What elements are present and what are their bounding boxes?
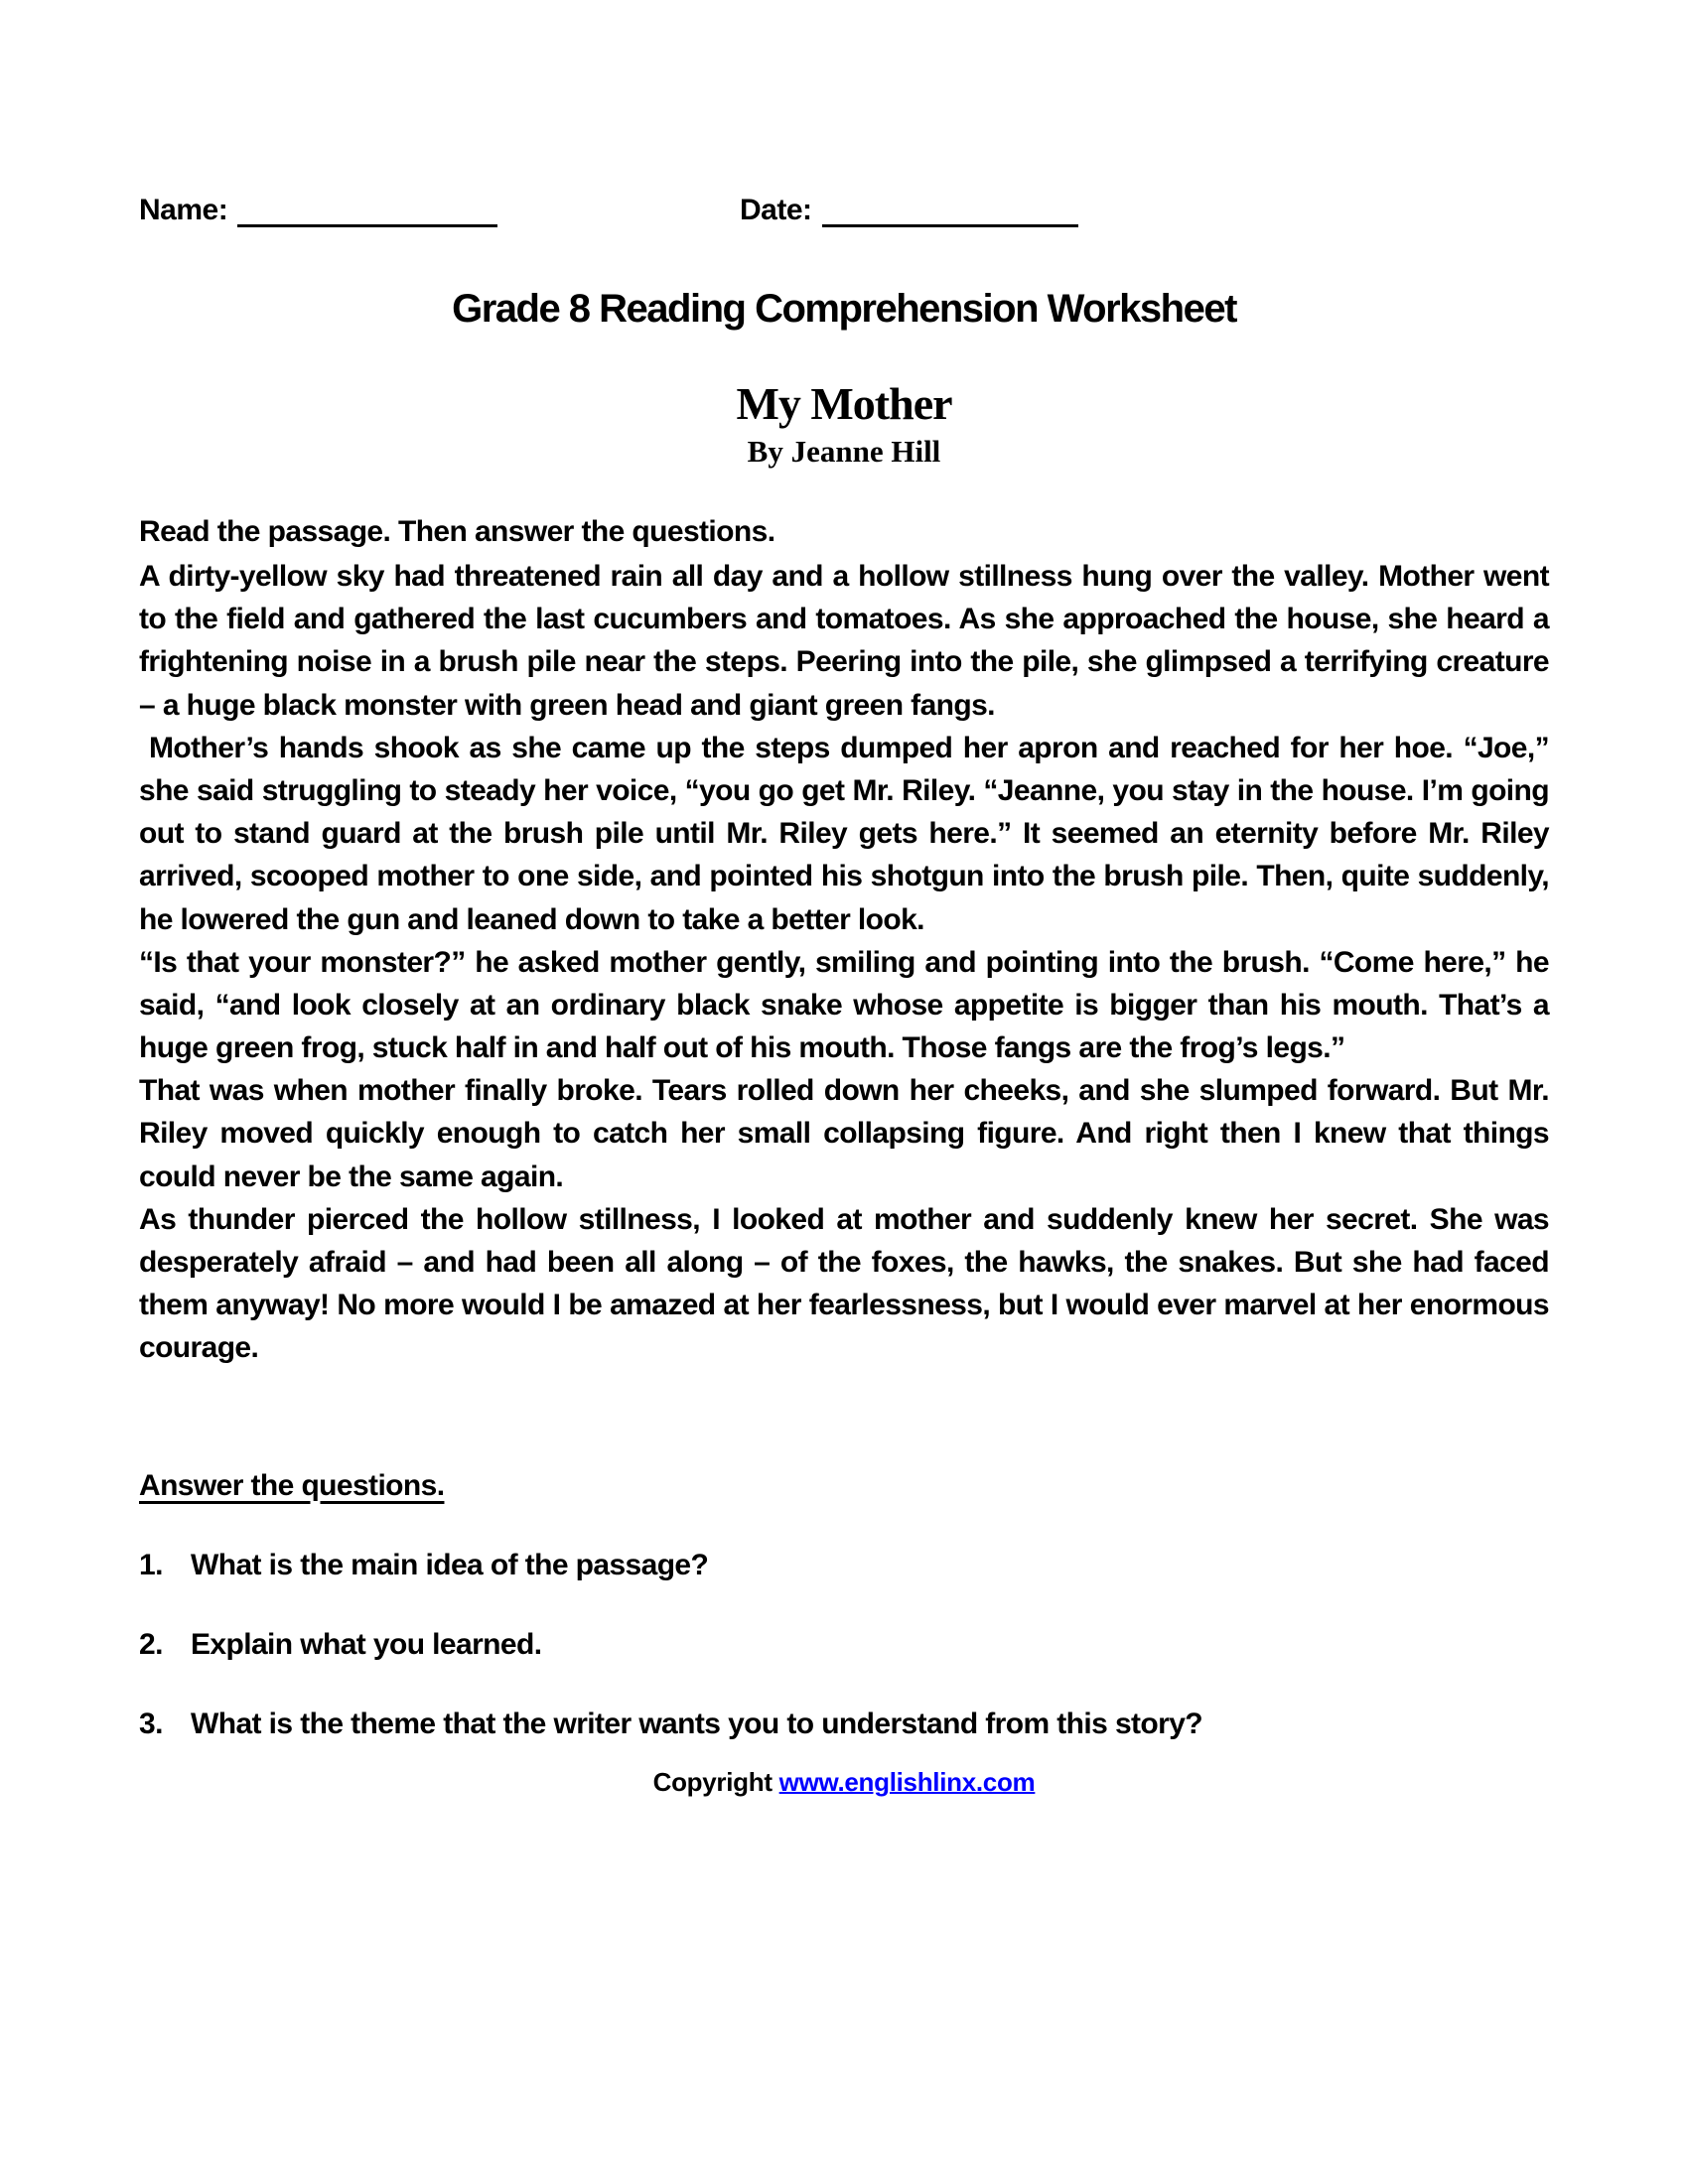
question-text: What is the main idea of the passage? <box>191 1548 709 1581</box>
passage-paragraph-1: A dirty-yellow sky had threatened rain all day and a hollow stillness hung over the valley. Mother went to the field and gathered the last cucumbers and tomatoes. As she approached the house, she heard a frightening noise in a brush pile near the steps. Peering into the pile, she glimpsed a terrifying creature – a huge black monster with green head and giant green fangs. <box>139 560 1549 722</box>
question-number: 1. <box>139 1548 163 1581</box>
question-number: 3. <box>139 1706 163 1740</box>
passage-instruction: Read the passage. Then answer the questions. <box>139 515 775 548</box>
story-title: My Mother <box>736 378 952 429</box>
passage <box>139 555 1549 1370</box>
name-label: Name: <box>139 194 228 226</box>
story-byline: By Jeanne Hill <box>747 434 941 469</box>
question-text: What is the theme that the writer wants you to understand from this story? <box>191 1706 1203 1740</box>
name-field-group <box>139 194 497 227</box>
copyright <box>139 1767 1549 1798</box>
page-title: Grade 8 Reading Comprehension Worksheet <box>452 287 1236 331</box>
copyright-label: Copyright <box>652 1766 773 1797</box>
date-field-group <box>740 194 1078 227</box>
passage-paragraph-3: “Is that your monster?” he asked mother gently, smiling and pointing into the brush. “Come here,” he said, “and look closely at an ordinary black snake whose appetite is bigger than his mouth. That’s a huge green frog, stuck half in and half out of his mouth. Those fangs are the frog’s legs.” <box>139 945 1549 1065</box>
date-blank-line <box>822 194 1078 227</box>
name-blank-line <box>237 194 497 227</box>
question-row-2 <box>139 1628 1549 1662</box>
passage-paragraph-5: As thunder pierced the hollow stillness, I looked at mother and suddenly knew her secret. She was desperately afraid – and had been all along – of the foxes, the hawks, the snakes. But she had faced them anyway! No more would I be amazed at her fearlessness, but I would ever marvel at her enormous courage. <box>139 1202 1549 1365</box>
date-label: Date: <box>740 194 812 226</box>
answer-questions-heading: Answer the questions. <box>139 1468 445 1502</box>
passage-paragraph-2: Mother’s hands shook as she came up the steps dumped her apron and reached for her hoe. “Joe,” she said struggling to steady her voice, “you go get Mr. Riley. “Jeanne, you stay in the house. I’m going out to stand guard at the brush pile until Mr. Riley gets here.” It seemed an eternity before Mr. Riley arrived, scooped mother to one side, and pointed his shotgun into the brush pile. Then, quite suddenly, he lowered the gun and leaned down to take a better look. <box>139 731 1549 936</box>
question-text: Explain what you learned. <box>191 1627 542 1661</box>
question-number: 2. <box>139 1627 163 1661</box>
copyright-link[interactable]: www.englishlinx.com <box>778 1766 1036 1797</box>
question-row-3 <box>139 1707 1549 1741</box>
question-row-1 <box>139 1549 1549 1582</box>
passage-paragraph-4: That was when mother finally broke. Tears rolled down her cheeks, and she slumped forward. But Mr. Riley moved quickly enough to catch her small collapsing figure. And right then I knew that things could never be the same again. <box>139 1074 1549 1193</box>
header <box>139 194 1549 235</box>
